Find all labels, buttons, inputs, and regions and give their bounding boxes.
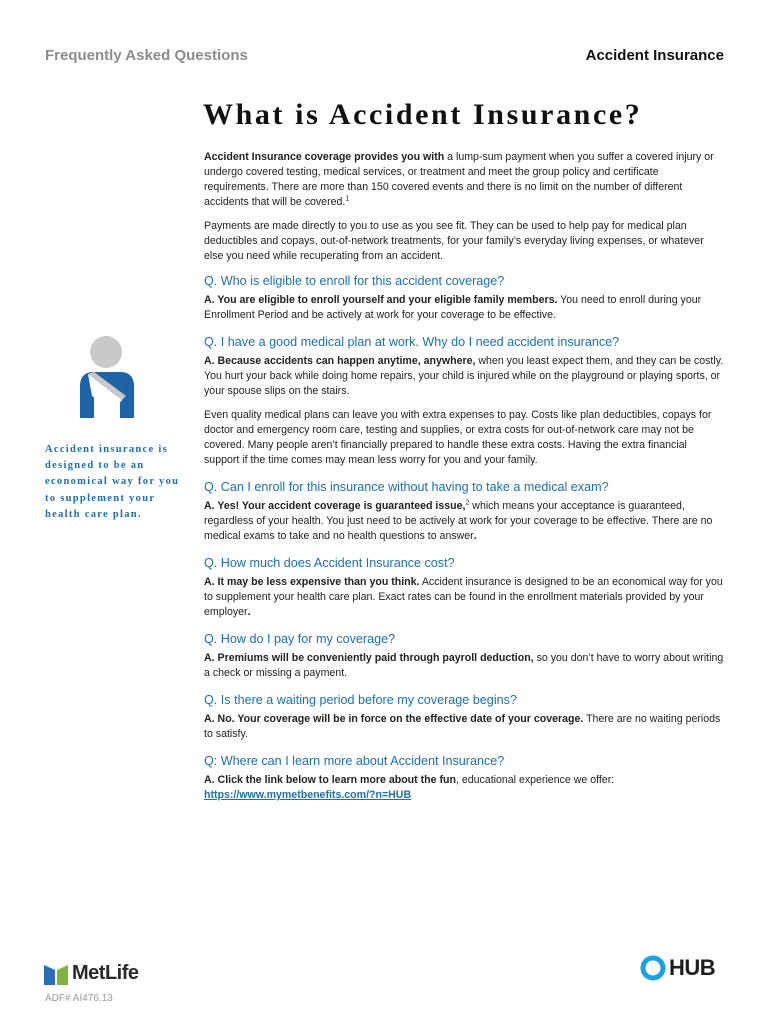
answer-body: , educational experience we offer: bbox=[455, 774, 615, 786]
faq-answer-eligibility bbox=[204, 293, 724, 323]
faq-question-waiting-period: Q. Is there a waiting period before my coverage begins? bbox=[204, 693, 517, 707]
document-id: ADF# AI476.13 bbox=[45, 993, 113, 1004]
faq-answer-why-needed bbox=[204, 354, 724, 399]
page-title: What is Accident Insurance? bbox=[203, 98, 643, 131]
faq-question-learn-more: Q: Where can I learn more about Accident Insurance? bbox=[204, 754, 505, 768]
faq-question-medical-exam: Q. Can I enroll for this insurance without having to take a medical exam? bbox=[204, 480, 609, 494]
answer-lead: A. You are eligible to enroll yourself and your eligible family members. bbox=[204, 294, 558, 306]
faq-question-why-needed: Q. I have a good medical plan at work. Why do I need accident insurance? bbox=[204, 335, 620, 349]
intro-paragraph-2: Payments are made directly to you to use as you see fit. They can be used to help pay for medical plan deductibles and copays, out-of-network treatments, for your family’s everyday living expenses, or whatever else you need while recuperating from an accident. bbox=[204, 220, 704, 262]
answer-body: Accident insurance is designed to be an economical way for you to supplement your health care plan. Exact rates can be found in the enrollment materials provided by your employer bbox=[204, 576, 723, 618]
sidebar-quote: Accident insurance is designed to be an economical way for you to supplement your health care plan. bbox=[45, 444, 180, 520]
faq-answer-medical-exam bbox=[204, 499, 724, 544]
answer-body: There are no waiting periods to satisfy. bbox=[204, 713, 721, 740]
answer-body: You need to enroll during your Enrollment Period and be actively at work for your coverage to be effective. bbox=[204, 294, 702, 321]
answer-body: which means your acceptance is guaranteed, regardless of your health. You just need to be actively at work for your coverage to be effective. There are no medical exams to take and no health questions to answer bbox=[204, 500, 713, 542]
injured-person-icon bbox=[74, 334, 142, 418]
hub-logo bbox=[640, 953, 715, 983]
faq-answer-why-needed-extra: Even quality medical plans can leave you with extra expenses to pay. Costs like plan deductibles, copays for doctor and emergency room care, testing and supplies, or extra costs for out-of-network care may not be covered. Many people aren’t financially prepared to handle these extra costs. Having the extra financial support if the time comes may mean less worry for you and your family. bbox=[204, 409, 712, 466]
answer-lead: A. Because accidents can happen anytime, anywhere, bbox=[204, 355, 476, 367]
answer-period: . bbox=[247, 606, 251, 618]
faq-answer-cost bbox=[204, 575, 724, 620]
metlife-wordmark: MetLife bbox=[72, 961, 139, 984]
faq-question-eligibility: Q. Who is eligible to enroll for this accident coverage? bbox=[204, 274, 505, 288]
main-content bbox=[204, 150, 724, 812]
metlife-logo-icon bbox=[44, 961, 68, 985]
intro-lead: Accident Insurance coverage provides you with bbox=[204, 151, 445, 163]
header-product-title: Accident Insurance bbox=[585, 47, 724, 64]
answer-period: . bbox=[473, 530, 477, 542]
footnote-ref-1: 1 bbox=[345, 195, 350, 203]
faq-answer-waiting-period bbox=[204, 712, 724, 742]
answer-lead: A. Yes! Your accident coverage is guaranteed issue, bbox=[204, 500, 466, 512]
answer-body: when you least expect them, and they can be costly. You hurt your back while doing home repairs, your child is injured while on the playground or playing sports, or your spouse slips on the stairs. bbox=[204, 355, 724, 397]
answer-lead: A. No. Your coverage will be in force on the effective date of your coverage. bbox=[204, 713, 584, 725]
intro-paragraph-1 bbox=[204, 150, 724, 210]
answer-body: so you don’t have to worry about writing a check or missing a payment. bbox=[204, 652, 724, 679]
answer-lead: A. Click the link below to learn more about the fun bbox=[204, 774, 456, 786]
faq-question-payment: Q. How do I pay for my coverage? bbox=[204, 632, 396, 646]
answer-lead: A. Premiums will be conveniently paid through payroll deduction, bbox=[204, 652, 534, 664]
faq-answer-payment bbox=[204, 651, 724, 681]
header-section-title: Frequently Asked Questions bbox=[45, 47, 248, 64]
mymetbenefits-link[interactable]: https://www.mymetbenefits.com/?n=HUB bbox=[204, 789, 412, 801]
faq-question-cost: Q. How much does Accident Insurance cost? bbox=[204, 556, 455, 570]
metlife-logo bbox=[44, 960, 139, 986]
faq-answer-learn-more bbox=[204, 773, 724, 803]
intro-body: a lump-sum payment when you suffer a covered injury or undergo covered testing, medical services, or treatment and meet the group policy and certificate requirements. There are more than 150 covered events and there is no limit on the number of different accidents that will be covered. bbox=[204, 151, 714, 208]
hub-logo-icon bbox=[640, 955, 666, 981]
hub-wordmark: HUB bbox=[669, 955, 716, 980]
answer-lead: A. It may be less expensive than you think. bbox=[204, 576, 420, 588]
footnote-ref-2: 2 bbox=[465, 499, 470, 507]
